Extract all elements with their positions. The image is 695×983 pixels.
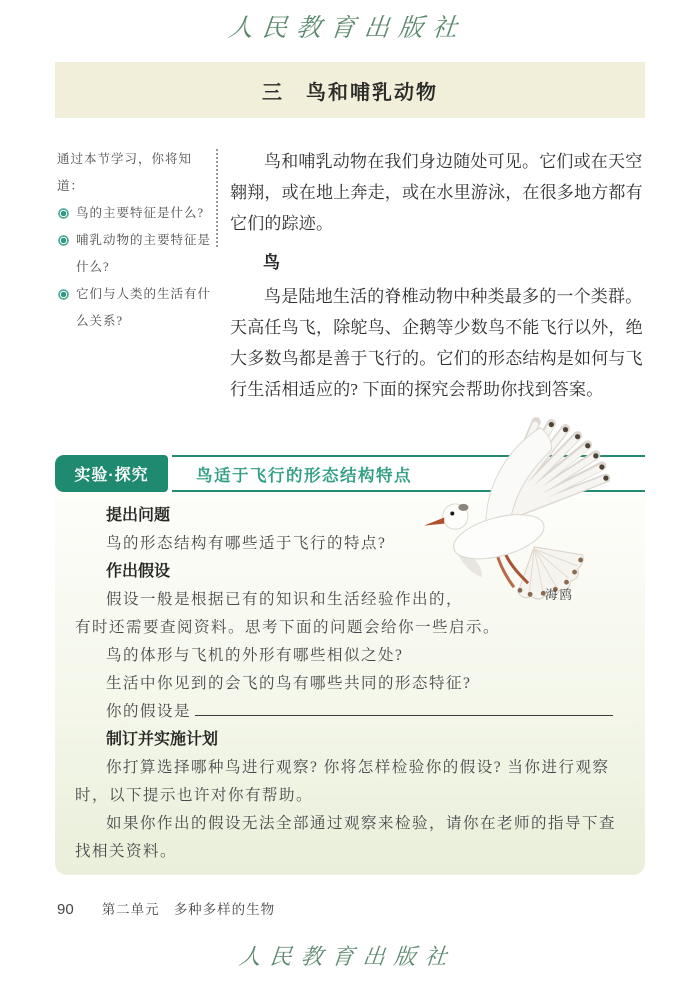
seagull-image bbox=[423, 415, 615, 613]
sidebar-dotted-divider bbox=[216, 149, 218, 247]
seagull-illustration bbox=[423, 415, 615, 613]
propose-question-text: 鸟的形态结构有哪些适于飞行的特点? bbox=[106, 535, 387, 552]
experiment-title: 鸟适于飞行的形态结构特点 bbox=[172, 455, 645, 492]
bullet-icon bbox=[58, 208, 69, 219]
hypothesis-fill-row bbox=[75, 698, 625, 726]
footer-unit: 第二单元 bbox=[101, 902, 160, 917]
hypothesis-question-1: 鸟的体形与飞机的外形有哪些相似之处? bbox=[106, 647, 404, 664]
learning-goal-text: 它们与人类的生活有什么关系? bbox=[76, 287, 212, 328]
bird-paragraph: 鸟是陆地生活的脊椎动物中种类最多的一个类群。天高任鸟飞，除鸵鸟、企鹅等少数鸟不能飞行以外，绝大多数鸟都是善于飞行的。它们的形态结构是如何与飞行生活相适应的? 下面的探究会帮助你找到答案。 bbox=[230, 287, 643, 399]
chapter-title-bar bbox=[55, 62, 645, 118]
plan-paragraph-1: 你打算选择哪种鸟进行观察? 你将怎样检验你的假设? 当你进行观察时，以下提示也许对你有帮助。 bbox=[75, 759, 610, 804]
learning-goal-text: 哺乳动物的主要特征是什么? bbox=[76, 233, 212, 274]
hypothesis-question-2: 生活中你见到的会飞的鸟有哪些共同的形态特征? bbox=[106, 675, 472, 692]
hypothesis-paragraph: 假设一般是根据已有的知识和生活经验作出的，有时还需要查阅资料。思考下面的问题会给你一些启示。 bbox=[75, 591, 501, 636]
propose-question-heading: 提出问题 bbox=[106, 507, 171, 524]
page-number: 90 bbox=[57, 901, 74, 918]
bullet-icon bbox=[58, 235, 69, 246]
hypothesis-fill-label: 你的假设是 bbox=[106, 703, 192, 720]
experiment-box bbox=[55, 455, 645, 875]
publisher-logo-bottom: 人民教育出版社 bbox=[237, 945, 458, 970]
learning-goals-intro: 通过本节学习，你将知道： bbox=[57, 152, 193, 193]
learning-goal-text: 鸟的主要特征是什么? bbox=[76, 206, 205, 220]
footer-unit-title: 多种多样的生物 bbox=[173, 902, 276, 917]
plan-heading: 制订并实施计划 bbox=[106, 731, 219, 748]
bullet-icon bbox=[58, 289, 69, 300]
learning-goal-item bbox=[57, 200, 213, 227]
learning-goal-item bbox=[57, 227, 213, 281]
chapter-title: 鸟和哺乳动物 bbox=[306, 81, 438, 104]
plan-paragraph-2: 如果你作出的假设无法全部通过观察来检验，请你在老师的指导下查找相关资料。 bbox=[75, 815, 617, 860]
page-footer bbox=[57, 898, 275, 918]
chapter-number: 三 bbox=[262, 81, 284, 104]
experiment-badge: 实验·探究 bbox=[55, 455, 168, 492]
learning-goals-sidebar bbox=[57, 146, 213, 335]
seagull-caption: 海鸥 bbox=[545, 588, 575, 602]
learning-goal-item bbox=[57, 281, 213, 335]
hypothesis-heading: 作出假设 bbox=[106, 563, 171, 580]
intro-paragraph: 鸟和哺乳动物在我们身边随处可见。它们或在天空翱翔，或在地上奔走，或在水里游泳，在很多地方都有它们的踪迹。 bbox=[230, 152, 643, 233]
main-text-column bbox=[230, 146, 647, 405]
bird-section-heading: 鸟 bbox=[263, 253, 280, 272]
hypothesis-blank-line bbox=[195, 701, 613, 717]
publisher-logo-top: 人民教育出版社 bbox=[226, 13, 468, 42]
